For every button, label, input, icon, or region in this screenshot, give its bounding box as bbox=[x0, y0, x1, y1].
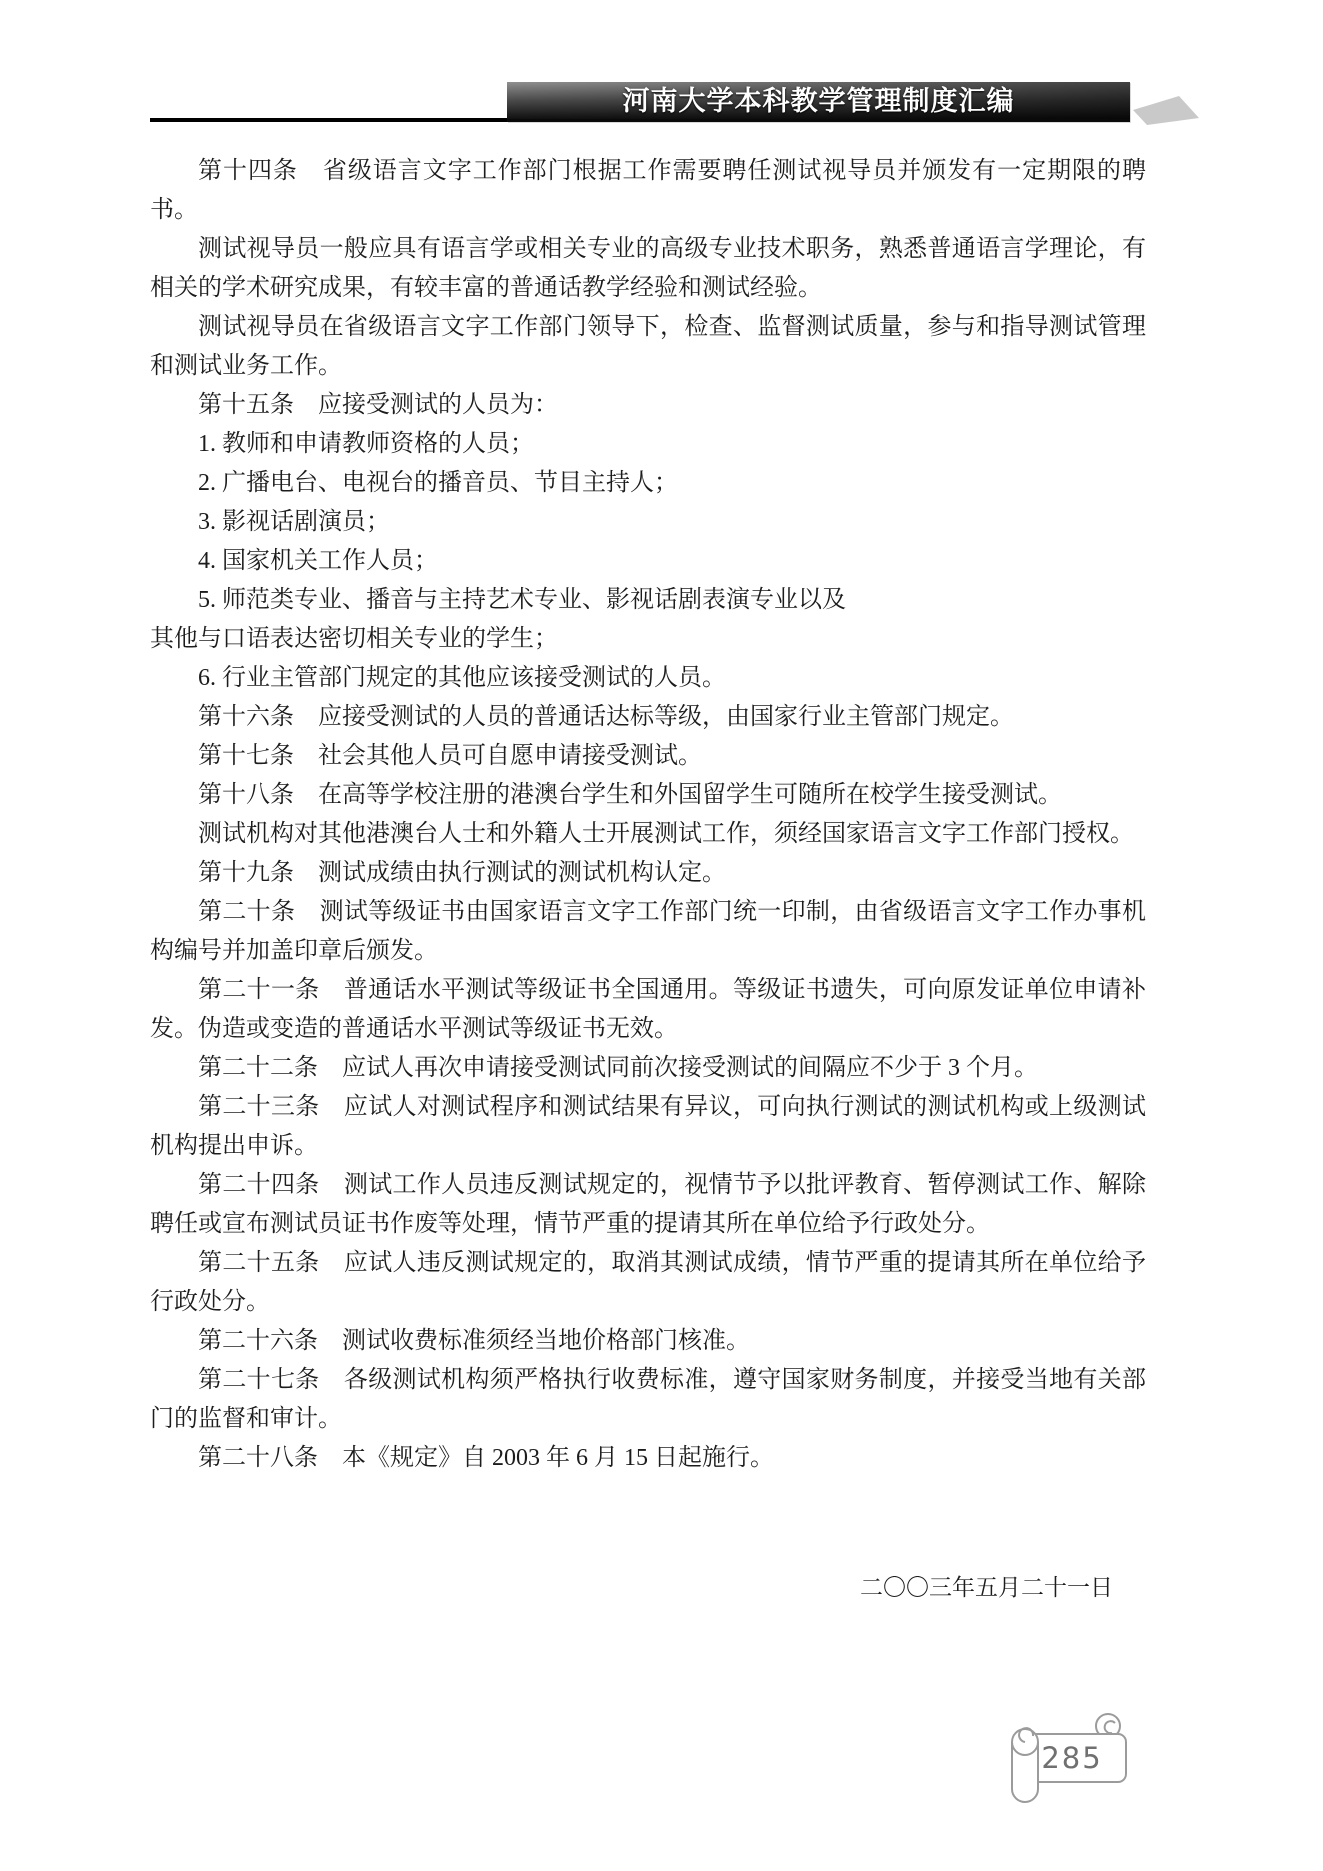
document-content bbox=[150, 152, 1146, 1607]
paragraph: 2. 广播电台、电视台的播音员、节目主持人； bbox=[198, 470, 678, 496]
date-line: 二〇〇三年五月二十一日 bbox=[860, 1575, 1113, 1600]
document-body bbox=[150, 152, 1146, 1478]
paragraph: 第十四条 省级语言文字工作部门根据工作需要聘任测试视导员并颁发有一定期限的聘书。 bbox=[150, 158, 1146, 223]
banner-title: 河南大学本科教学管理制度汇编 bbox=[622, 86, 1015, 116]
paragraph: 测试视导员在省级语言文字工作部门领导下，检查、监督测试质量，参与和指导测试管理和测试业务工作。 bbox=[150, 314, 1146, 379]
page-number-scroll-icon bbox=[1008, 1712, 1132, 1808]
banner-arrow-icon bbox=[1131, 94, 1201, 130]
paragraph: 第十五条 应接受测试的人员为： bbox=[198, 392, 558, 418]
paragraph: 1. 教师和申请教师资格的人员； bbox=[198, 431, 534, 457]
paragraph: 测试视导员一般应具有语言学或相关专业的高级专业技术职务，熟悉普通语言学理论，有相关的学术研究成果，有较丰富的普通话教学经验和测试经验。 bbox=[150, 236, 1146, 301]
paragraph: 第二十七条 各级测试机构须严格执行收费标准，遵守国家财务制度，并接受当地有关部门的监督和审计。 bbox=[150, 1367, 1146, 1432]
header-rule bbox=[150, 118, 507, 122]
paragraph: 4. 国家机关工作人员； bbox=[198, 548, 438, 574]
header-banner bbox=[507, 82, 1130, 122]
paragraph: 第二十三条 应试人对测试程序和测试结果有异议，可向执行测试的测试机构或上级测试机构提出申诉。 bbox=[150, 1094, 1146, 1159]
paragraph: 5. 师范类专业、播音与主持艺术专业、影视话剧表演专业以及 bbox=[198, 587, 846, 613]
page-number: 285 bbox=[1041, 1741, 1103, 1775]
paragraph: 第二十条 测试等级证书由国家语言文字工作部门统一印制，由省级语言文字工作办事机构编号并加盖印章后颁发。 bbox=[150, 899, 1146, 964]
paragraph: 第二十八条 本《规定》自 2003 年 6 月 15 日起施行。 bbox=[198, 1445, 774, 1471]
paragraph: 6. 行业主管部门规定的其他应该接受测试的人员。 bbox=[198, 665, 726, 691]
paragraph: 其他与口语表达密切相关专业的学生； bbox=[150, 626, 558, 652]
paragraph: 第二十四条 测试工作人员违反测试规定的，视情节予以批评教育、暂停测试工作、解除聘任或宣布测试员证书作废等处理，情节严重的提请其所在单位给予行政处分。 bbox=[150, 1172, 1146, 1237]
paragraph: 第十七条 社会其他人员可自愿申请接受测试。 bbox=[198, 743, 702, 769]
paragraph: 第十六条 应接受测试的人员的普通话达标等级，由国家行业主管部门规定。 bbox=[198, 704, 1014, 730]
paragraph: 第二十五条 应试人违反测试规定的，取消其测试成绩，情节严重的提请其所在单位给予行政处分。 bbox=[150, 1250, 1146, 1315]
paragraph: 第十九条 测试成绩由执行测试的测试机构认定。 bbox=[198, 860, 726, 886]
paragraph: 第二十六条 测试收费标准须经当地价格部门核准。 bbox=[198, 1328, 750, 1354]
paragraph: 第十八条 在高等学校注册的港澳台学生和外国留学生可随所在校学生接受测试。 bbox=[198, 782, 1062, 808]
paragraph: 第二十二条 应试人再次申请接受测试同前次接受测试的间隔应不少于 3 个月。 bbox=[198, 1055, 1038, 1081]
paragraph: 3. 影视话剧演员； bbox=[198, 509, 390, 535]
paragraph: 第二十一条 普通话水平测试等级证书全国通用。等级证书遗失，可向原发证单位申请补发。伪造或变造的普通话水平测试等级证书无效。 bbox=[150, 977, 1146, 1042]
paragraph: 测试机构对其他港澳台人士和外籍人士开展测试工作，须经国家语言文字工作部门授权。 bbox=[198, 821, 1134, 847]
